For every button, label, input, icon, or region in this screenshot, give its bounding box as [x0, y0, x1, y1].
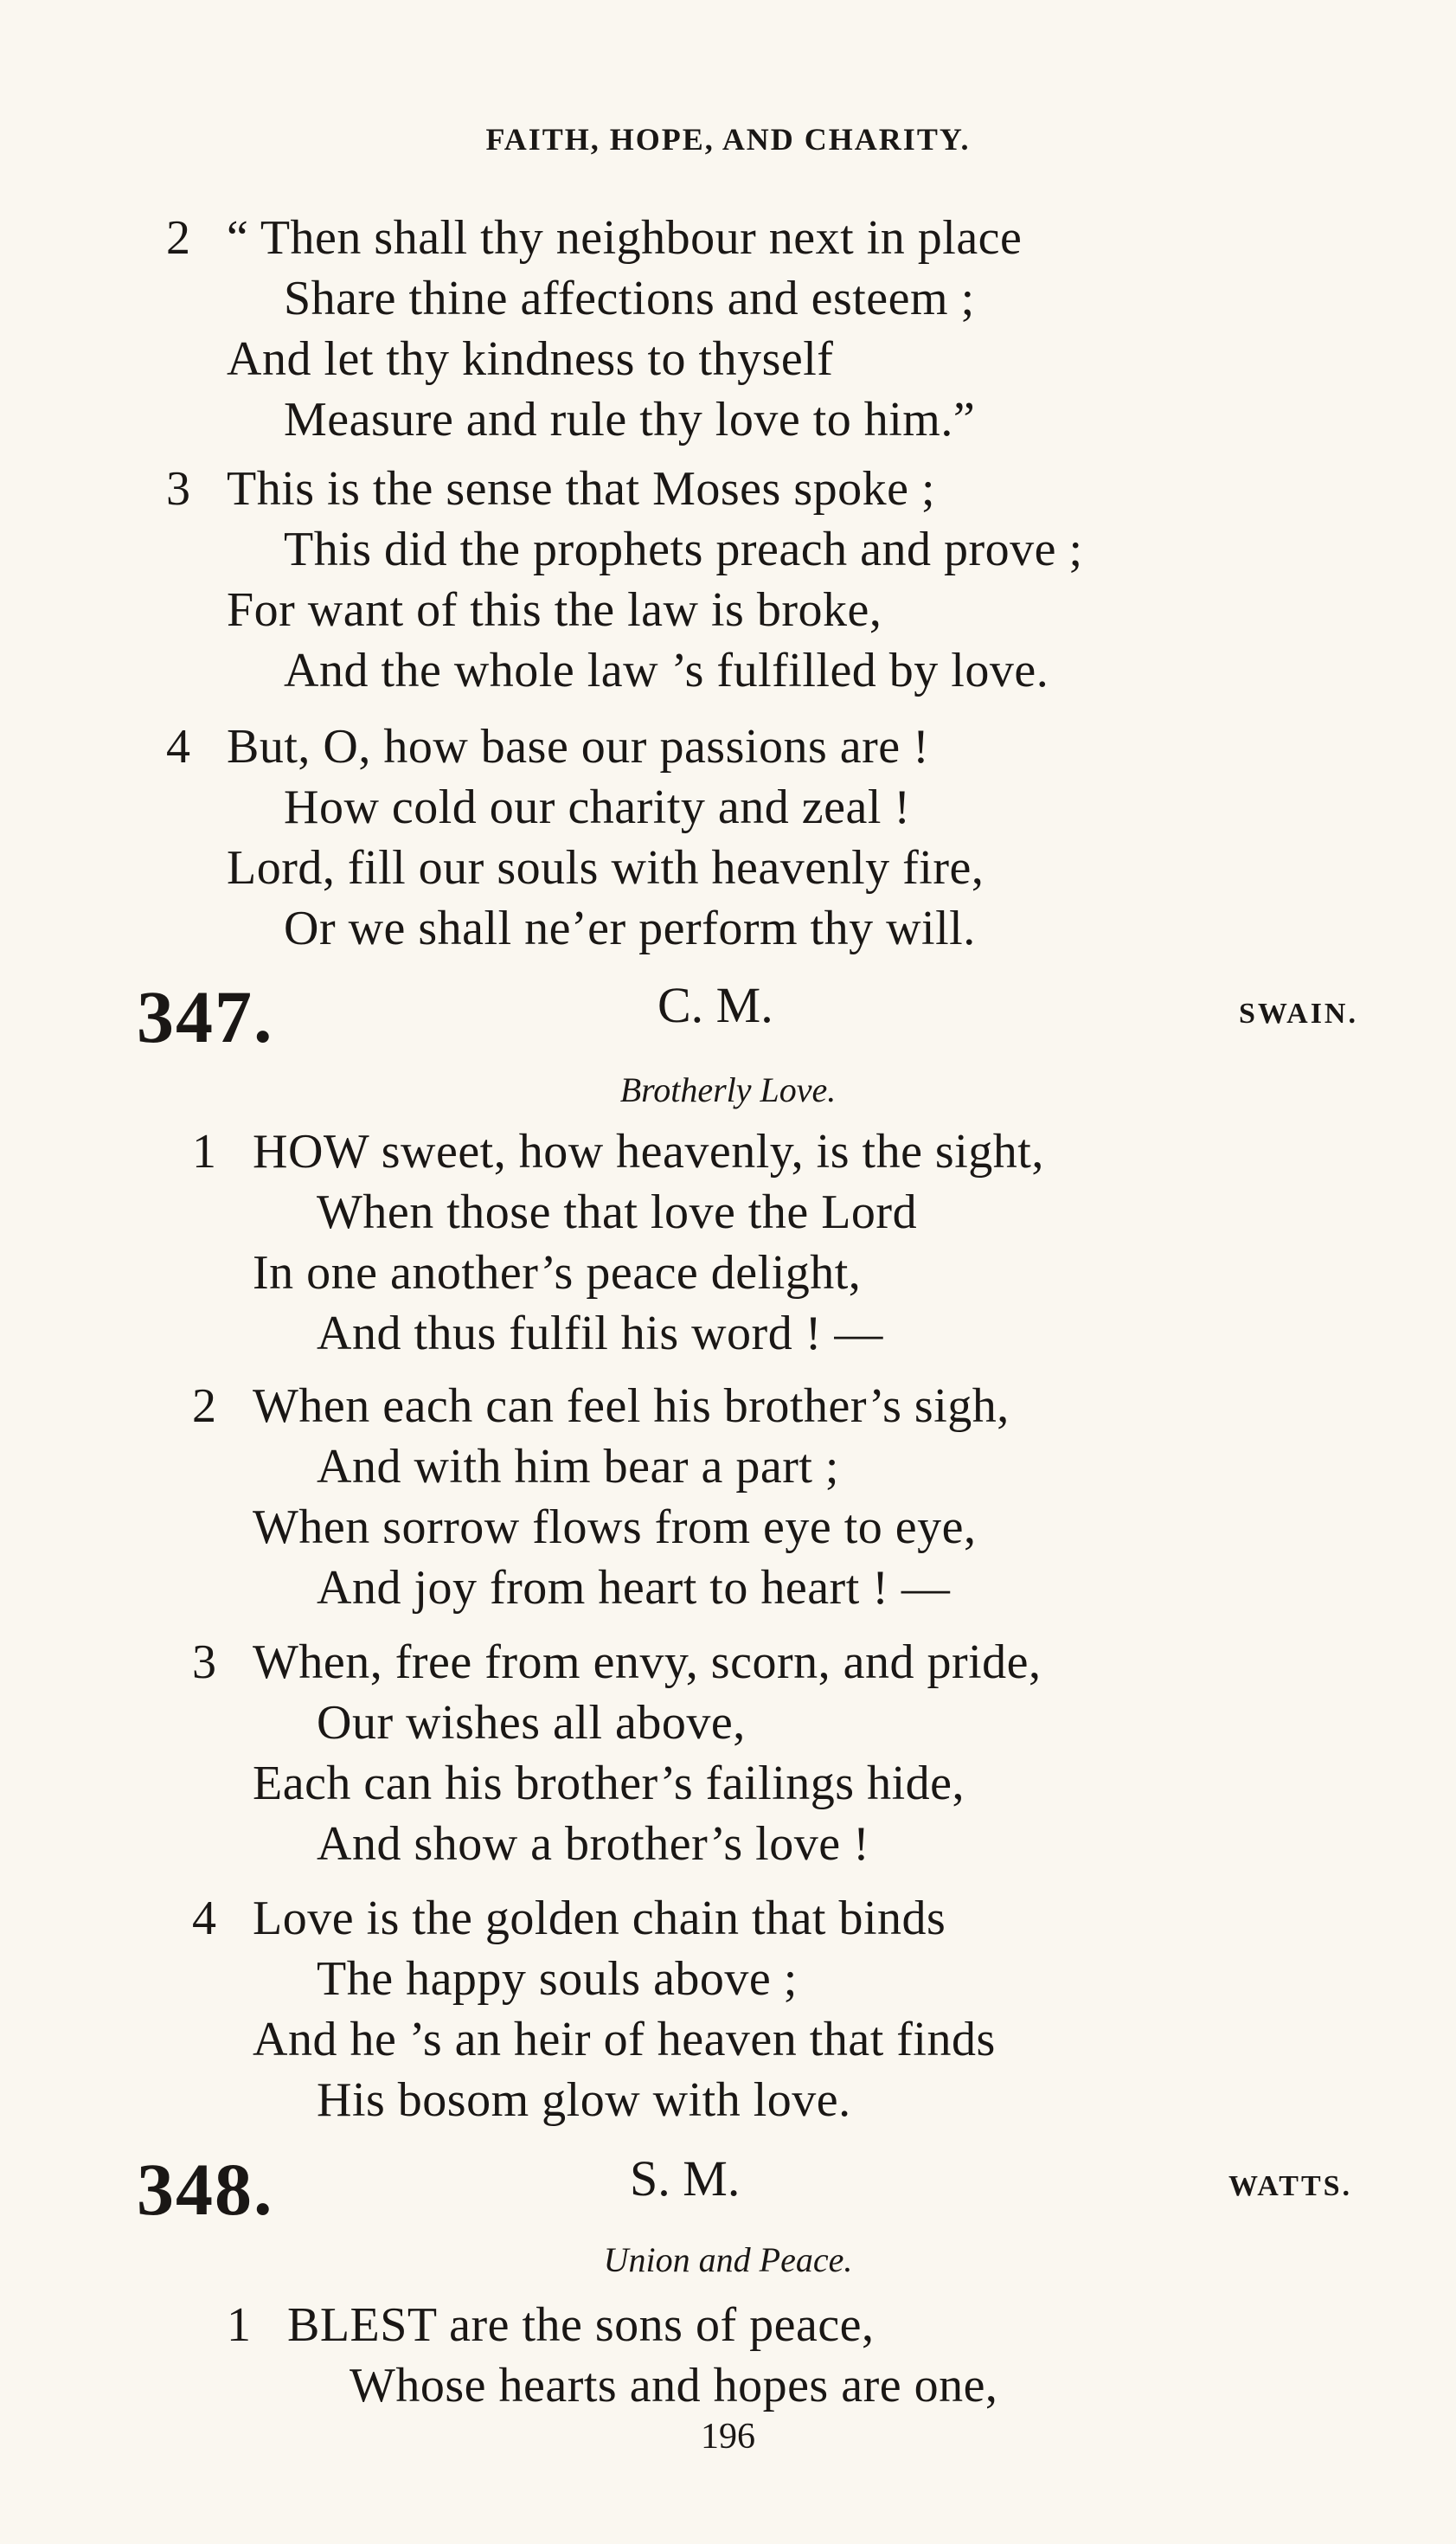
- verse-line: The happy souls above ;: [317, 1952, 798, 2006]
- hymn-author: SWAIN.: [1239, 998, 1358, 1030]
- hymn-subtitle: Union and Peace.: [603, 2240, 853, 2279]
- hymn-number: 347.: [137, 975, 274, 1058]
- page-number: 196: [701, 2417, 755, 2457]
- verse-line: This is the sense that Moses spoke ;: [227, 462, 936, 516]
- verse-line: Each can his brother’s failings hide,: [253, 1757, 965, 1810]
- verse-line: HOW sweet, how heavenly, is the sight,: [253, 1125, 1044, 1179]
- hymn-meter: S. M.: [630, 2150, 741, 2207]
- verse-line: Share thine affections and esteem ;: [284, 272, 975, 325]
- verse-line: Or we shall ne’er perform thy will.: [284, 902, 976, 955]
- hymn-number: 348.: [137, 2148, 274, 2231]
- stanza-number: 4: [192, 1892, 217, 1945]
- running-head: FAITH, HOPE, AND CHARITY.: [485, 122, 971, 157]
- verse-line: And thus fulfil his word ! —: [317, 1307, 883, 1360]
- verse-line: Lord, fill our souls with heavenly fire,: [227, 841, 985, 895]
- verse-line: And the whole law ’s fulfilled by love.: [284, 644, 1049, 697]
- verse-line: And show a brother’s love !: [317, 1817, 870, 1871]
- verse-line: But, O, how base our passions are !: [227, 720, 930, 774]
- verse-line: “ Then shall thy neighbour next in place: [227, 211, 1023, 265]
- verse-line: When, free from envy, scorn, and pride,: [253, 1635, 1042, 1689]
- verse-line: And joy from heart to heart ! —: [317, 1561, 951, 1615]
- stanza-number: 1: [192, 1125, 217, 1179]
- verse-line: When those that love the Lord: [317, 1185, 918, 1239]
- verse-line: And with him bear a part ;: [317, 1440, 839, 1494]
- hymn-subtitle: Brotherly Love.: [619, 1070, 837, 1109]
- verse-line: And let thy kindness to thyself: [227, 332, 834, 386]
- verse-line: When each can feel his brother’s sigh,: [253, 1379, 1010, 1433]
- verse-line: How cold our charity and zeal !: [284, 781, 911, 834]
- stanza-number: 3: [166, 462, 191, 516]
- stanza-number: 4: [166, 720, 191, 774]
- stanza-number: 3: [192, 1635, 217, 1689]
- stanza-number: 2: [192, 1379, 217, 1433]
- verse-line: BLEST are the sons of peace,: [287, 2298, 875, 2352]
- verse-line: When sorrow flows from eye to eye,: [253, 1500, 977, 1554]
- stanza-number: 2: [166, 211, 191, 265]
- hymn-author: WATTS.: [1228, 2170, 1353, 2202]
- verse-line: His bosom glow with love.: [317, 2073, 851, 2127]
- verse-line: Love is the golden chain that binds: [253, 1892, 946, 1945]
- verse-line: Measure and rule thy love to him.”: [284, 393, 976, 446]
- stanza-number: 1: [227, 2298, 252, 2352]
- verse-line: For want of this the law is broke,: [227, 583, 882, 637]
- verse-line: In one another’s peace delight,: [253, 1246, 862, 1300]
- verse-line: And he ’s an heir of heaven that finds: [253, 2013, 996, 2066]
- verse-line: Our wishes all above,: [317, 1696, 746, 1750]
- hymn-meter: C. M.: [657, 977, 773, 1033]
- verse-line: Whose hearts and hopes are one,: [350, 2359, 998, 2412]
- verse-line: This did the prophets preach and prove ;: [284, 523, 1083, 576]
